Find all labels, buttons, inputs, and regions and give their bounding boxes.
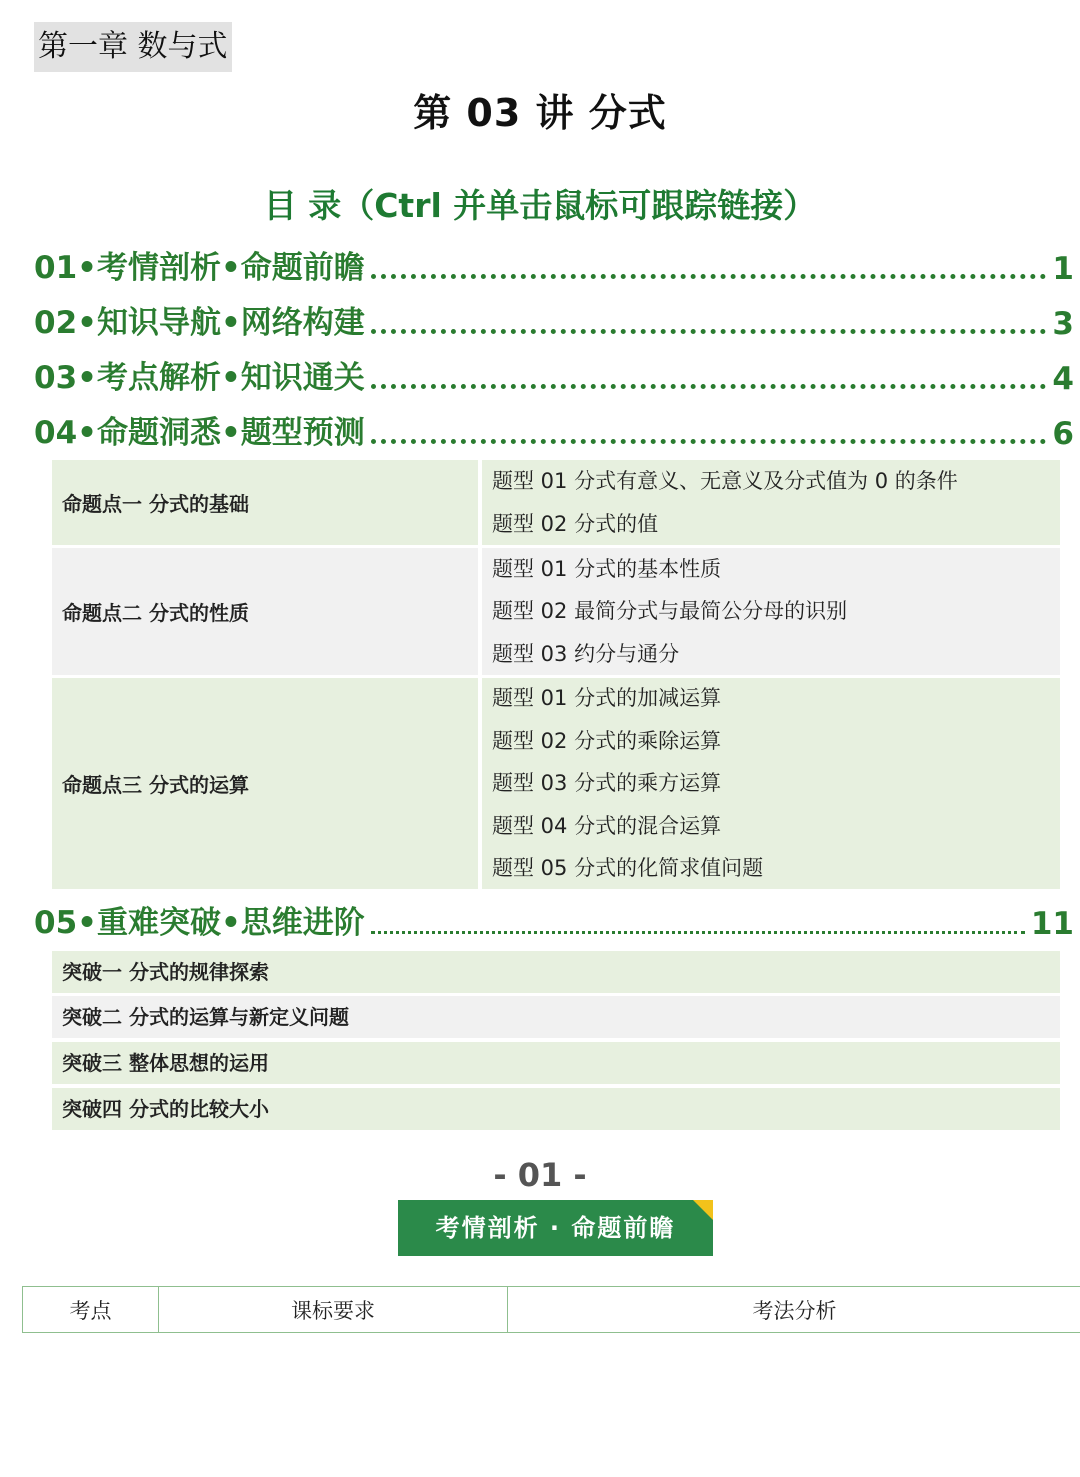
- table-header-cell: 考法分析: [752, 1298, 837, 1323]
- lecture-title: 第 03 讲 分式: [413, 91, 667, 135]
- toc-entry-title: 05•重难突破•思维进阶: [34, 905, 365, 941]
- topic-block-2: [52, 548, 1060, 675]
- toc-entry-title: 02•知识导航•网络构建: [34, 305, 365, 341]
- topic-type-item[interactable]: 题型 02 分式的乘除运算: [492, 728, 722, 753]
- topic-name[interactable]: 命题点一 分式的基础: [52, 460, 478, 545]
- topic-type-item[interactable]: 题型 05 分式的化简求值问题: [492, 856, 764, 881]
- topic-type-item[interactable]: 题型 04 分式的混合运算: [492, 813, 722, 838]
- exam-analysis-table-header: [22, 1286, 1080, 1333]
- topic-type-item[interactable]: 题型 02 分式的值: [492, 511, 659, 536]
- toc-entry-title: 01•考情剖析•命题前瞻: [34, 250, 365, 286]
- topic-block-1: [52, 460, 1060, 545]
- breakthrough-item[interactable]: 突破四 分式的比较大小: [52, 1088, 1060, 1130]
- toc-entry-page: 1: [1052, 251, 1074, 287]
- toc-entry-page: 6: [1052, 416, 1074, 452]
- toc-entry-title: 03•考点解析•知识通关: [34, 360, 365, 396]
- topic-type-list: [482, 678, 1060, 889]
- toc-entry-page: 3: [1052, 306, 1074, 342]
- topic-name[interactable]: 命题点二 分式的性质: [52, 548, 478, 675]
- toc-entry-05[interactable]: [34, 898, 1074, 942]
- toc-leader-dots: [371, 329, 1047, 334]
- toc-heading: 目 录（Ctrl 并单击鼠标可跟踪链接）: [263, 186, 817, 225]
- topic-type-list: [482, 548, 1060, 675]
- topic-block-3: [52, 678, 1060, 889]
- chapter-label: 第一章 数与式: [34, 22, 232, 72]
- breakthrough-item[interactable]: 突破三 整体思想的运用: [52, 1042, 1060, 1084]
- toc-entry-02[interactable]: [34, 298, 1074, 342]
- toc-leader-dots: [371, 439, 1047, 444]
- topic-type-item[interactable]: 题型 03 分式的乘方运算: [492, 771, 722, 796]
- section-number: - 01 -: [493, 1156, 587, 1194]
- toc-entry-01[interactable]: [34, 243, 1074, 287]
- topic-name[interactable]: 命题点三 分式的运算: [52, 678, 478, 889]
- topic-type-item[interactable]: 题型 01 分式的基本性质: [492, 556, 722, 581]
- toc-entry-title: 04•命题洞悉•题型预测: [34, 415, 365, 451]
- toc-leader-dots: [371, 274, 1047, 279]
- toc-entry-04[interactable]: [34, 408, 1074, 452]
- topic-type-item[interactable]: 题型 03 约分与通分: [492, 641, 680, 666]
- toc-leader-dots: [371, 384, 1047, 389]
- toc-entry-page: 11: [1030, 906, 1074, 942]
- topic-type-list: [482, 460, 1060, 545]
- banner-corner-decoration: [693, 1200, 713, 1220]
- table-header-cell: 考点: [23, 1287, 159, 1332]
- section-banner-label: 考情剖析 · 命题前瞻: [435, 1214, 676, 1242]
- topic-type-item[interactable]: 题型 02 最简分式与最简公分母的识别: [492, 599, 848, 624]
- topic-type-item[interactable]: 题型 01 分式的加减运算: [492, 686, 722, 711]
- toc-leader-dots: [371, 931, 1025, 934]
- toc-entry-03[interactable]: [34, 353, 1074, 397]
- table-header-cell: 课标要求: [159, 1287, 508, 1332]
- breakthrough-item[interactable]: 突破二 分式的运算与新定义问题: [52, 996, 1060, 1038]
- section-banner: [398, 1200, 713, 1256]
- toc-entry-page: 4: [1052, 361, 1074, 397]
- breakthrough-item[interactable]: 突破一 分式的规律探索: [52, 951, 1060, 993]
- topic-type-item[interactable]: 题型 01 分式有意义、无意义及分式值为 0 的条件: [492, 469, 958, 493]
